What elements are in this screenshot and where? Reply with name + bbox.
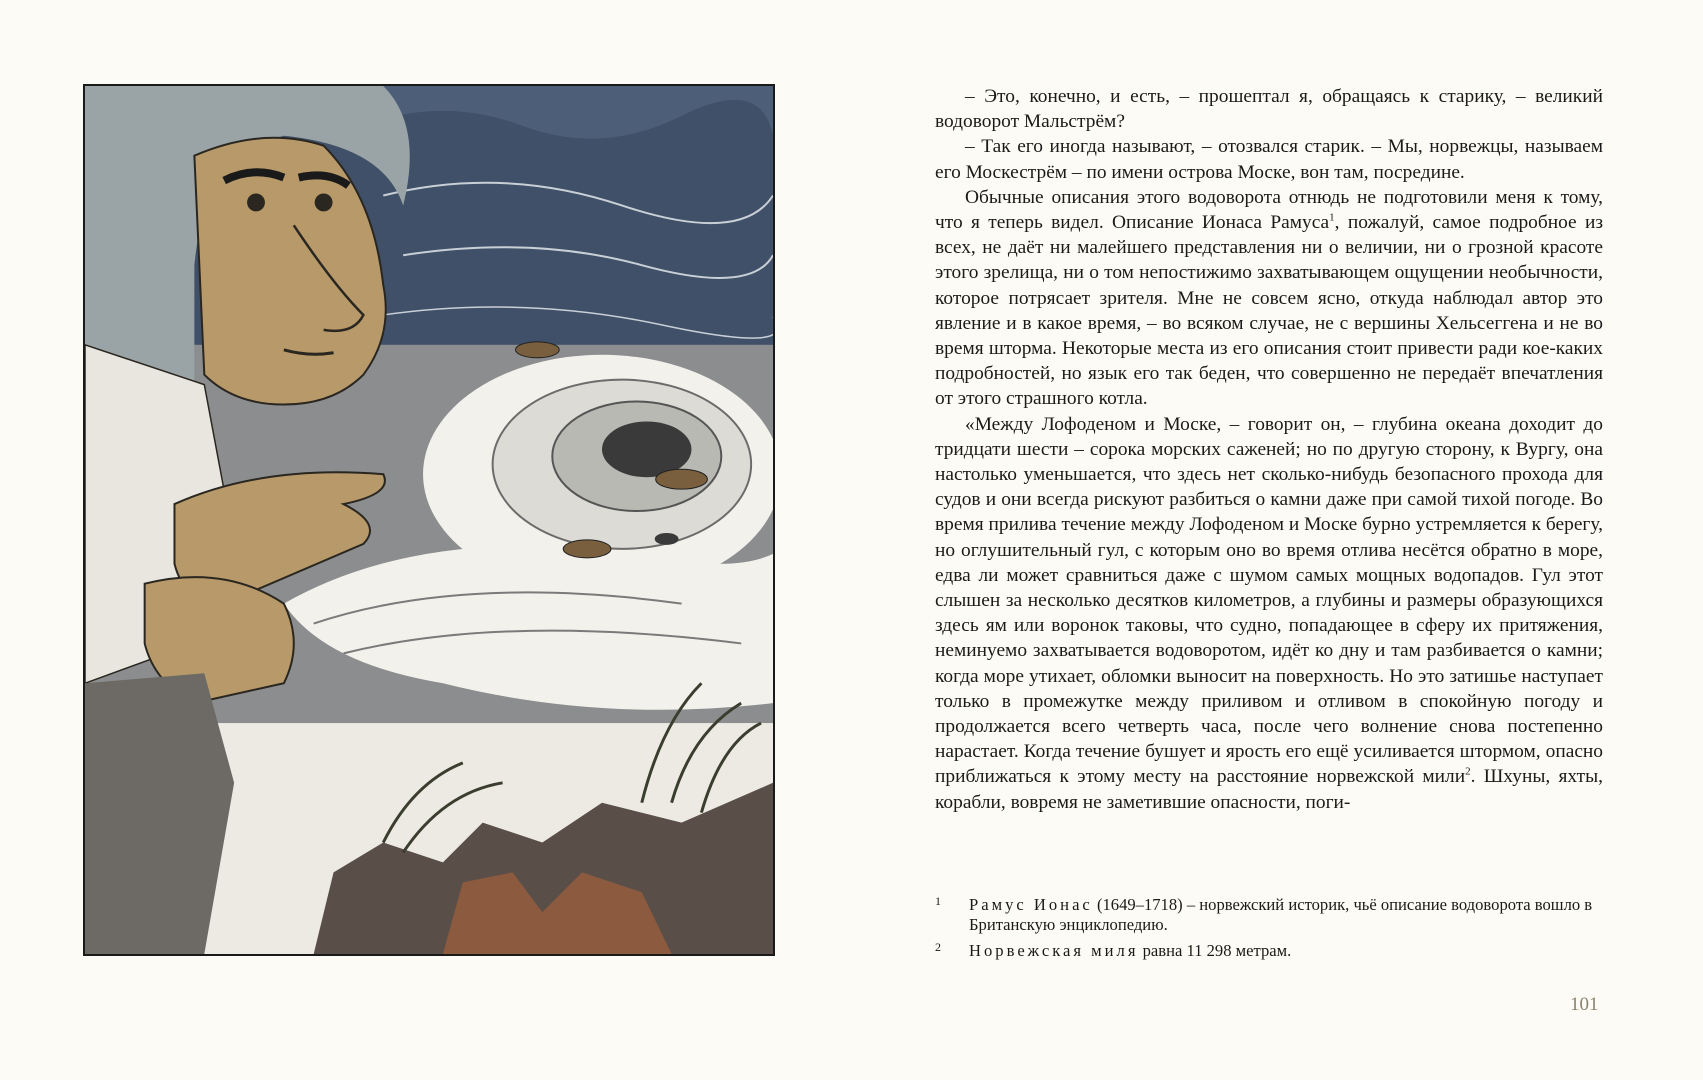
illustration-artwork xyxy=(85,86,773,954)
footnote-number: 1 xyxy=(935,894,941,908)
paragraph: – Это, конечно, и есть, – прошептал я, обращаясь к старику, – великий водоворот Мальстрём? xyxy=(935,86,1603,133)
boat xyxy=(655,533,679,545)
eye xyxy=(315,194,333,212)
footnote-mark[interactable]: 1 xyxy=(1329,211,1335,224)
maelstrom-illustration xyxy=(83,84,775,956)
paragraph xyxy=(935,185,1603,412)
footnote xyxy=(935,941,1603,961)
boat xyxy=(563,540,611,558)
paragraph xyxy=(935,412,1603,815)
footnote-body xyxy=(969,895,1603,935)
footnote-number: 2 xyxy=(935,940,941,954)
paragraph-text: . Шхуны, яхты, корабли, вовремя не заметившие опасности, поги- xyxy=(935,766,1603,813)
footnote-mark[interactable]: 2 xyxy=(1465,766,1471,779)
footnote-text: равна 11 298 метрам. xyxy=(1138,941,1292,960)
paragraph-text: «Между Лофоденом и Моске, – говорит он, – глубина океана доходит до тридцати шести – сорока морских саженей; но по другую сторону, к Вургу, она настолько уменьшается, что здесь нет сколько-нибудь безопасного прохода для судов и они всегда рискуют разбиться о камни даже при самой тихой погоде. Во время прилива течение между Лофоденом и Моске бурно устремляется к берегу, но оглушительный гул, с которым оно во время отлива несётся обратно в море, едва ли может сравниться даже с шумом самых мощных водопадов. Гул этот слышен за несколько десятков километров, а глубины и размеры образующихся здесь ям или воронок таковы, что судно, попадающее в сферу их притяжения, неминуемо захватывается водоворотом, идёт ко дну и там разбивается о камни; когда море утихает, обломки выносит на поверхность. Но это затишье наступает только в промежутке между приливом и отливом в спокойную погоду и продолжается всего четверть часа, после чего волнение снова постепенно нарастает. Когда течение бушует и ярость его ещё усиливается штормом, опасно приближаться к этому месту на расстояние норвежской мили xyxy=(935,413,1603,788)
footnote-term: Рамус Ионас xyxy=(969,895,1093,914)
footnote-body xyxy=(969,941,1603,961)
paragraph: – Так его иногда называют, – отозвался старик. – Мы, норвежцы, называем его Москестрём – по имени острова Моске, вон там, посредине. xyxy=(935,136,1603,183)
footnote xyxy=(935,895,1603,935)
footnote-term: Норвежская миля xyxy=(969,941,1139,960)
boat xyxy=(515,342,559,358)
page-number: 101 xyxy=(1570,994,1599,1015)
footnotes xyxy=(935,895,1603,967)
paragraph-text: Обычные описания этого водоворота отнюдь не подготовили меня к тому, что я теперь видел. Описание Ионаса Рамуса xyxy=(935,186,1603,234)
eye xyxy=(247,194,265,212)
boat xyxy=(656,469,708,489)
paragraph-text: , пожалуй, самое подробное из всех, не даёт ни малейшего представления ни о величии, ни о грозной красоте этого зрелища, ни о том непостижимо захватывающем ощущении необычности, которое потрясает зрителя. Мне не совсем ясно, откуда наблюдал автор это явление и в какое время, – во всяком случае, не с вершины Хельсеггена и не во время шторма. Некоторые места из его описания стоит привести ради кое-каких подробностей, но язык его так беден, что совершенно не передаёт впечатления от этого страшного котла. xyxy=(935,212,1603,410)
main-text xyxy=(935,84,1603,815)
footnote-text: (1649–1718) – норвежский историк, чьё описание водоворота вошло в Британскую энциклопедию. xyxy=(969,895,1593,934)
